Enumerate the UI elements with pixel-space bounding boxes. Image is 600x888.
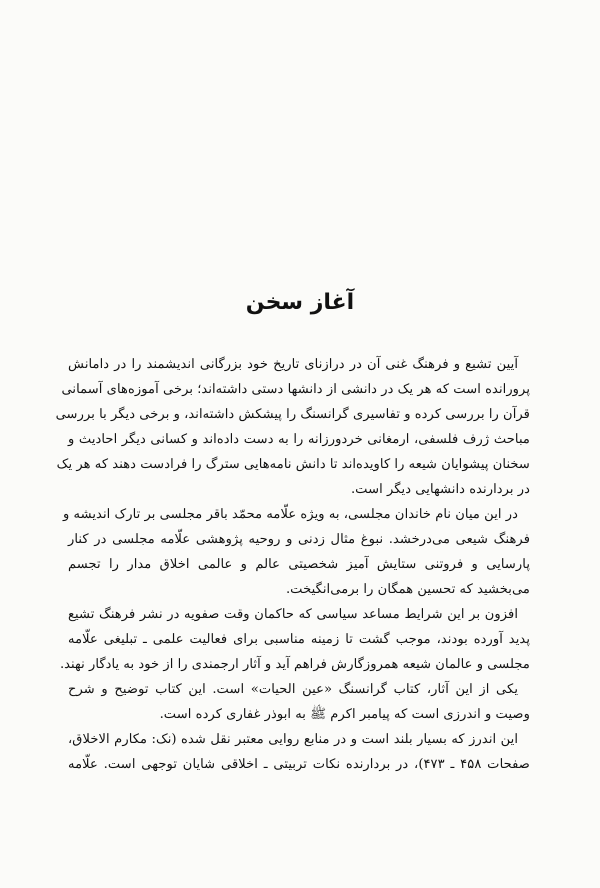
text-line: در بردارنده دانشهایی دیگر است. (350, 482, 530, 497)
text-line: افزون بر این شرایط مساعد سیاسی که حاکمان وقت صفویه در نشر فرهنگ تشیع (68, 607, 518, 622)
text-line: فرهنگ شیعی می‌درخشد. نبوغ مثال زدنی و روحیه پژوهشی علّامه مجلسی در کنار (68, 532, 530, 547)
text-line: یکی از این آثار، کتاب گرانسنگ «عین الحیات» است. این کتاب توضیح و شرح (68, 682, 518, 697)
text-line: قرآن را بررسی کرده و تفاسیری گرانسنگ را پیشکش داشته‌اند، و برخی دیگر با بررسی (55, 407, 530, 422)
text-line: پارسایی و فروتنی ستایش آمیز شخصیتی عالم و عالمی اخلاق مدار را تجسم (68, 557, 530, 572)
text-line: صفحات ۴۵۸ ـ ۴۷۳)، در بردارنده نکات تربیتی ـ اخلاقی شایان توجهی است. علّامه (68, 757, 531, 772)
text-line: پدید آورده بودند، موجب گشت تا زمینه مناسبی برای فعالیت علمی ـ تبلیغی علّامه (68, 632, 530, 647)
body-text (55, 352, 531, 777)
text-line: می‌بخشید که تحسین همگان را برمی‌انگیخت. (285, 582, 530, 597)
text-line: سخنان پیشوایان شیعه را کاویده‌اند تا دانش نامه‌هایی سترگ را فرادست دهند که هر یک (56, 457, 530, 472)
text-line: مباحث ژرف فلسفی، ارمغانی خردورزانه را به دست داده‌اند و کسانی دیگر احادیث و (68, 432, 530, 447)
text-line: آیین تشیع و فرهنگ غنی آن در درازنای تاریخ خود بزرگانی اندیشمند را در دامانش (68, 357, 518, 372)
text-line: پرورانده است که هر یک در دانشی از دانشها دستی داشته‌اند؛ برخی آموزه‌های آسمانی (61, 382, 530, 397)
text-line: این اندرز که بسیار بلند است و در منابع روایی معتبر نقل شده (نک: مکارم الاخلاق، (68, 732, 518, 747)
page-title: آغاز سخن (245, 290, 355, 315)
text-line: در این میان نام خاندان مجلسی، به ویژه علّامه محمّد باقر مجلسی بر تارک اندیشه و (62, 507, 518, 522)
text-line: مجلسی و عالمان شیعه همروزگارش فراهم آید و آثار ارجمندی را از خود به یادگار نهند. (59, 657, 530, 672)
text-line: وصیت و اندرزی است که پیامبر اکرم ﷺ به ابوذر غفاری کرده است. (159, 707, 530, 722)
